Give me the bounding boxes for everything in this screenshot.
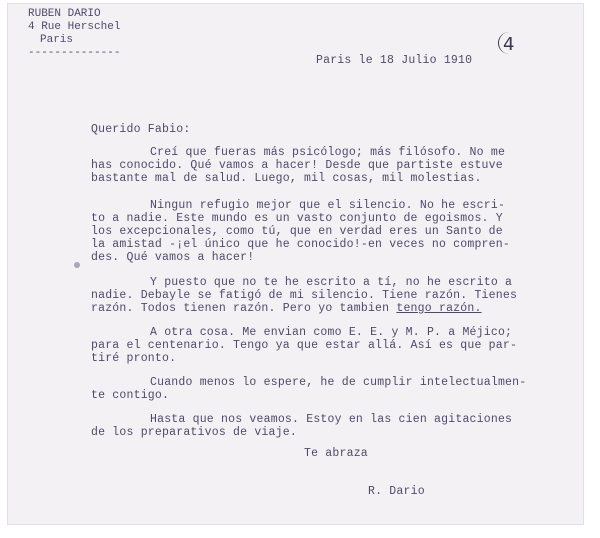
body-line: bastante mal de salud. Luego, mil cosas, mil molestias.	[91, 172, 482, 185]
sender-rule: --------------	[28, 47, 121, 59]
body-line: A otra cosa. Me envian como E. E. y M. P. a Méjico;	[150, 326, 513, 339]
page-number: 4	[503, 34, 515, 55]
body-line: te contigo.	[91, 389, 170, 402]
body-line: has conocido. Qué vamos a hacer! Desde que partiste estuve	[91, 159, 503, 172]
body-line: la amistad -¡el único que he conocido!-en veces no compren-	[91, 238, 510, 251]
body-line: de los preparativos de viaje.	[91, 426, 297, 439]
body-line: para el centenario. Tengo ya que estar allá. Así es que par-	[91, 339, 518, 352]
body-line: tiré pronto.	[91, 352, 177, 365]
ink-smudge	[74, 262, 80, 268]
sender-city: Paris	[40, 34, 74, 46]
letter-paper	[8, 4, 583, 524]
body-line-text: razón. Todos tienen razón. Pero yo tambien	[91, 302, 390, 315]
sender-address: 4 Rue Herschel	[28, 21, 121, 33]
body-line: des. Qué vamos a hacer!	[91, 251, 255, 264]
letter-date: Paris le 18 Julio 1910	[316, 54, 473, 67]
salutation: Querido Fabio:	[91, 123, 191, 136]
body-line: Hasta que nos veamos. Estoy en las cien agitaciones	[150, 413, 513, 426]
sender-block	[28, 8, 120, 60]
body-line: los excepcionales, como tú, que en verdad eres un Santo de	[91, 225, 503, 238]
sender-name: RUBEN DARIO	[28, 8, 101, 20]
body-line: nadie. Debayle se fatigó de mi silencio. Tiene razón. Tienes	[91, 289, 518, 302]
underlined-phrase: tengo razón.	[396, 302, 482, 315]
body-line	[91, 302, 482, 315]
body-line: Creí que fueras más psicólogo; más filósofo. No me	[150, 146, 506, 159]
body-line: to a nadie. Este mundo es un vasto conjunto de egoismos. Y	[91, 212, 503, 225]
body-line: Y puesto que no te he escrito a tí, no he escrito a	[150, 276, 513, 289]
closing: Te abraza	[304, 447, 368, 460]
body-line: Ningun refugio mejor que el silencio. No he escri-	[150, 199, 506, 212]
signature: R. Dario	[368, 485, 425, 498]
body-line: Cuando menos lo espere, he de cumplir intelectualmen-	[150, 376, 527, 389]
